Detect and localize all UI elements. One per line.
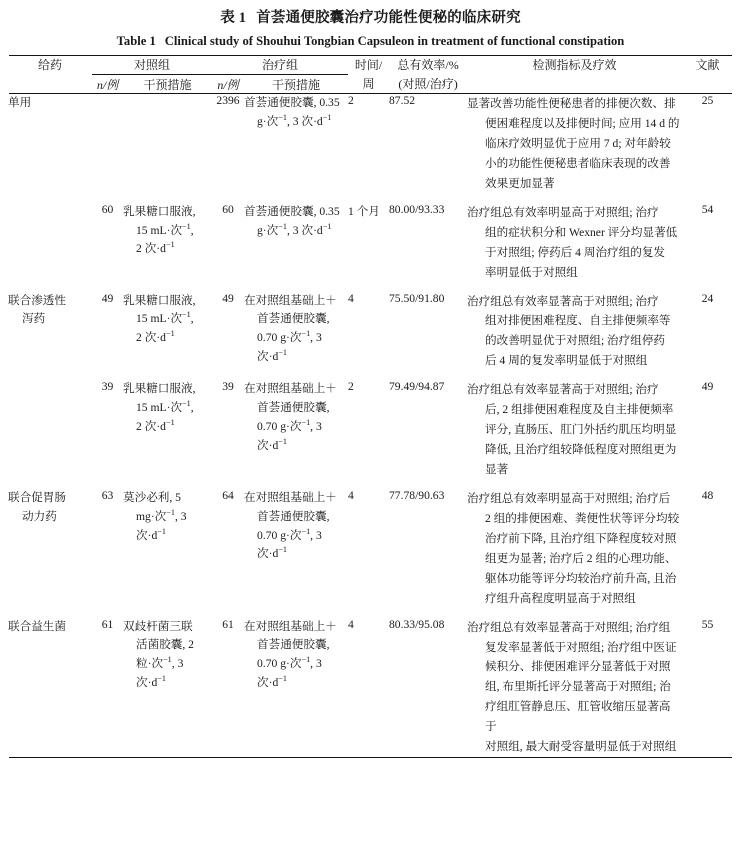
cell-outcome bbox=[467, 94, 682, 194]
cell-reference: 48 bbox=[701, 488, 714, 502]
cell-intervention-treat bbox=[244, 203, 348, 283]
table-body bbox=[8, 94, 733, 757]
clinical-study-body bbox=[8, 94, 733, 757]
text-line: 首荟通便胶囊, bbox=[257, 401, 330, 415]
row-spacer-cell bbox=[8, 194, 733, 203]
cell-total-effective-rate: 79.49/94.87 bbox=[389, 380, 445, 394]
text-line: 活菌胶囊, 2 bbox=[136, 638, 194, 652]
row-spacer bbox=[8, 194, 733, 203]
table-bottom-rule bbox=[9, 757, 732, 758]
cell-reference: 54 bbox=[701, 202, 714, 216]
route-line2: 动力药 bbox=[22, 509, 57, 523]
text-line: 治疗前下降, 且治疗组下降程度较对照 bbox=[485, 531, 677, 545]
text-line: 的改善明显优于对照组; 治疗组停药 bbox=[485, 334, 666, 348]
text-line: 双歧杆菌三联 bbox=[123, 619, 193, 633]
cell-outcome bbox=[467, 292, 682, 372]
header-control-underline bbox=[92, 74, 212, 75]
header-intervention-control: 干预措施 bbox=[143, 77, 192, 92]
text-line: 乳果糖口服液, bbox=[123, 293, 196, 307]
cell-n-control: 60 bbox=[101, 202, 114, 216]
header-n-treat-text: n/例 bbox=[217, 77, 239, 92]
text-line: 次$\cdot d^{-1}$ bbox=[136, 526, 166, 542]
text-line: 后 4 周的复发率明显低于对照组 bbox=[485, 354, 648, 368]
cell-intervention-treat bbox=[244, 489, 348, 609]
cell-n-control: 49 bbox=[101, 291, 114, 305]
text-line: 0.70 g·次$^{-1}$, 3 bbox=[257, 417, 322, 433]
cell-intervention-control bbox=[123, 618, 212, 758]
cell-reference: 55 bbox=[701, 617, 714, 631]
row-spacer bbox=[8, 609, 733, 618]
text-line: 2 次$\cdot d^{-1}$ bbox=[136, 417, 175, 433]
text-line: 次$\cdot d^{-1}$ bbox=[257, 545, 287, 561]
cell-intervention-control bbox=[123, 380, 212, 480]
text-line: 治疗组总有效率显著高于对照组; 治疗 bbox=[467, 383, 659, 397]
cell-total-effective-rate: 80.00/93.33 bbox=[389, 202, 445, 216]
cell-n-control bbox=[92, 94, 123, 194]
cell-outcome bbox=[467, 203, 682, 283]
text-line: 候积分、排便困难评分显著低于对照 bbox=[485, 660, 671, 674]
text-line: 首荟通便胶囊, bbox=[257, 312, 330, 326]
cell-n-treat: 64 bbox=[222, 488, 234, 502]
cell-n-control: 61 bbox=[101, 617, 114, 631]
caption-english-text: Clinical study of Shouhui Tongbian Capsuleon in treatment of functional constipation bbox=[164, 34, 625, 49]
cell-route: 联合渗透性 泻药 bbox=[8, 292, 92, 372]
text-line: 显著改善功能性便秘患者的排便次数、排 bbox=[467, 97, 676, 111]
text-line: 首荟通便胶囊, 0.35 bbox=[244, 204, 340, 218]
text-line: 次$\cdot d^{-1}$ bbox=[257, 436, 287, 452]
text-line: 治疗组总有效率显著高于对照组; 治疗 bbox=[467, 294, 659, 308]
route-line2: 泻药 bbox=[22, 312, 46, 326]
row-spacer-cell bbox=[8, 480, 733, 489]
cell-time: 4 bbox=[348, 617, 354, 631]
text-line: 莫沙必利, 5 bbox=[123, 490, 181, 504]
cell-route bbox=[8, 203, 92, 283]
text-line: 组更为显著; 治疗后 2 组的心理功能、 bbox=[485, 551, 677, 565]
cell-route bbox=[8, 380, 92, 480]
text-line: mg·次$^{-1}$, 3 bbox=[136, 507, 187, 523]
header-route: 给药 bbox=[37, 57, 62, 72]
cell-outcome bbox=[467, 618, 682, 758]
cell-time: 4 bbox=[348, 291, 354, 305]
table-row bbox=[8, 292, 733, 372]
text-line: 在对照组基础上＋ bbox=[244, 382, 337, 396]
text-line: 首荟通便胶囊, bbox=[257, 509, 330, 523]
header-intervention-treat: 干预措施 bbox=[272, 77, 321, 92]
text-line: 显著 bbox=[485, 463, 509, 477]
cell-n-treat: 60 bbox=[222, 202, 234, 216]
header-treatment-group bbox=[212, 56, 348, 76]
text-line: g·次$^{-1}$, 3 次$\cdot d^{-1}$ bbox=[257, 113, 332, 128]
cell-route: 联合促胃肠 动力药 bbox=[8, 489, 92, 609]
text-line: 2 次$\cdot d^{-1}$ bbox=[136, 329, 175, 345]
table-header bbox=[8, 56, 733, 93]
cell-intervention-control bbox=[123, 292, 212, 372]
text-line: 效果更加显著 bbox=[485, 176, 555, 190]
text-line: 便困难程度以及排便时间; 应用 14 d 的 bbox=[485, 117, 680, 131]
header-treatment-group-label: 治疗组 bbox=[262, 57, 299, 72]
header-time-line2: 周 bbox=[362, 76, 375, 91]
caption-english bbox=[8, 29, 733, 55]
text-line: 组对排便困难程度、自主排便频率等 bbox=[485, 314, 671, 328]
text-line: 在对照组基础上＋ bbox=[244, 293, 337, 307]
cell-time: 2 bbox=[348, 380, 354, 394]
row-spacer bbox=[8, 371, 733, 380]
text-line: 治疗组总有效率明显高于对照组; 治疗 bbox=[467, 205, 659, 219]
text-line: 小的功能性便秘患者临床表现的改善 bbox=[485, 156, 671, 170]
caption-english-number: Table 1 bbox=[116, 34, 156, 49]
header-n-control-text: n/例 bbox=[96, 77, 119, 92]
text-line: 2 次$\cdot d^{-1}$ bbox=[136, 240, 175, 256]
cell-n-treat: 49 bbox=[222, 291, 234, 305]
cell-n-treat: 39 bbox=[222, 380, 234, 394]
table-row bbox=[8, 94, 733, 194]
cell-n-control: 63 bbox=[101, 488, 114, 502]
text-line: 15 mL·次$^{-1}$, bbox=[136, 310, 194, 326]
header-reference: 文献 bbox=[695, 57, 720, 72]
header-control-group-label: 对照组 bbox=[134, 57, 171, 72]
cell-reference: 25 bbox=[701, 94, 714, 108]
text-line: 粒·次$^{-1}$, 3 bbox=[136, 655, 184, 671]
text-line: 次$\cdot d^{-1}$ bbox=[136, 674, 166, 689]
text-line: 首荟通便胶囊, 0.35 bbox=[244, 96, 340, 110]
text-line: 组的症状积分和 Wexner 评分均显著低 bbox=[485, 225, 678, 239]
text-line: 首荟通便胶囊, bbox=[257, 638, 330, 652]
cell-route: 联合益生菌 bbox=[8, 619, 66, 633]
cell-n-control: 39 bbox=[101, 380, 114, 394]
cell-reference: 24 bbox=[701, 291, 714, 305]
text-line: 后, 2 组排便困难程度及自主排便频率 bbox=[485, 403, 674, 417]
text-line: 组, 布里斯托评分显著高于对照组; 治 bbox=[485, 680, 671, 694]
header-rate-line1: 总有效率/% bbox=[397, 57, 459, 72]
table-row bbox=[8, 489, 733, 609]
cell-route: 单用 bbox=[8, 96, 32, 110]
header-treatment-underline bbox=[212, 74, 348, 75]
text-line: 乳果糖口服液, bbox=[123, 382, 196, 396]
table-row bbox=[8, 380, 733, 480]
cell-total-effective-rate: 80.33/95.08 bbox=[389, 617, 445, 631]
text-line: 15 mL·次$^{-1}$, bbox=[136, 399, 194, 415]
row-spacer bbox=[8, 283, 733, 292]
cell-intervention-control bbox=[123, 489, 212, 609]
cell-outcome bbox=[467, 489, 682, 609]
cell-total-effective-rate: 87.52 bbox=[389, 94, 416, 108]
text-line: g·次$^{-1}$, 3 次$\cdot d^{-1}$ bbox=[257, 221, 332, 237]
caption-chinese bbox=[8, 0, 733, 29]
cell-n-treat: 61 bbox=[222, 617, 234, 631]
text-line: 在对照组基础上＋ bbox=[244, 619, 337, 633]
cell-total-effective-rate: 75.50/91.80 bbox=[389, 291, 445, 305]
text-line: 次$\cdot d^{-1}$ bbox=[257, 348, 287, 363]
text-line: 次$\cdot d^{-1}$ bbox=[257, 674, 287, 689]
text-line: 率明显低于对照组 bbox=[485, 265, 578, 279]
header-time bbox=[348, 56, 389, 93]
text-line: 15 mL·次$^{-1}$, bbox=[136, 221, 194, 237]
text-line: 对照组, 最大耐受容量明显低于对照组 bbox=[485, 740, 677, 754]
text-line: 2 组的排便困难、粪便性状等评分均较 bbox=[485, 511, 680, 525]
cell-intervention-treat bbox=[244, 380, 348, 480]
table-row bbox=[8, 618, 733, 758]
text-line: 0.70 g·次$^{-1}$, 3 bbox=[257, 329, 322, 345]
cell-intervention-treat bbox=[244, 94, 348, 194]
row-spacer-cell bbox=[8, 609, 733, 618]
text-line: 治疗组总有效率明显高于对照组; 治疗后 bbox=[467, 491, 671, 505]
header-n-control bbox=[92, 76, 123, 94]
text-line: 疗组肛管静息压、肛管收缩压显著高于 bbox=[485, 700, 671, 734]
text-line: 疗组升高程度明显高于对照组 bbox=[485, 591, 636, 605]
text-line: 乳果糖口服液, bbox=[123, 204, 196, 218]
header-n-treat bbox=[212, 76, 244, 94]
cell-time: 1 个月 bbox=[348, 204, 380, 218]
text-line: 临床疗效明显优于应用 7 d; 对年龄较 bbox=[485, 136, 671, 150]
caption-chinese-number: 表 1 bbox=[220, 10, 247, 26]
cell-time: 4 bbox=[348, 488, 354, 502]
text-line: 躯体功能等评分均较治疗前升高, 且治 bbox=[485, 571, 677, 585]
text-line: 复发率显著低于对照组; 治疗组中医证 bbox=[485, 640, 677, 654]
text-line: 0.70 g·次$^{-1}$, 3 bbox=[257, 526, 322, 542]
row-spacer-cell bbox=[8, 371, 733, 380]
header-time-line1: 时间/ bbox=[354, 57, 383, 72]
caption-chinese-text: 首荟通便胶囊治疗功能性便秘的临床研究 bbox=[256, 10, 521, 26]
header-outcome: 检测指标及疗效 bbox=[532, 57, 617, 72]
header-control-group bbox=[92, 56, 212, 76]
text-line: 于对照组; 停药后 4 周治疗组的复发 bbox=[485, 245, 666, 259]
cell-intervention-treat bbox=[244, 618, 348, 758]
clinical-study-table bbox=[8, 56, 733, 93]
cell-intervention-control bbox=[123, 203, 212, 283]
text-line: 在对照组基础上＋ bbox=[244, 490, 337, 504]
text-line: 治疗组总有效率显著高于对照组; 治疗组 bbox=[467, 620, 671, 634]
cell-outcome bbox=[467, 380, 682, 480]
table-row bbox=[8, 203, 733, 283]
cell-intervention-control bbox=[123, 94, 212, 194]
text-line: 降低, 且治疗组较降低程度对照组更为 bbox=[485, 443, 677, 457]
row-spacer-cell bbox=[8, 283, 733, 292]
text-line: 评分, 直肠压、肛门外括约肌压均明显 bbox=[485, 423, 677, 437]
header-row-group bbox=[8, 56, 733, 76]
header-total-effective-rate bbox=[389, 56, 467, 93]
cell-time: 2 bbox=[348, 94, 354, 108]
header-rate-line2: (对照/治疗) bbox=[398, 76, 458, 91]
cell-intervention-treat bbox=[244, 292, 348, 372]
cell-n-treat: 2396 bbox=[216, 94, 240, 108]
cell-total-effective-rate: 77.78/90.63 bbox=[389, 488, 445, 502]
text-line: 0.70 g·次$^{-1}$, 3 bbox=[257, 655, 322, 671]
cell-reference: 49 bbox=[701, 380, 714, 394]
row-spacer bbox=[8, 480, 733, 489]
